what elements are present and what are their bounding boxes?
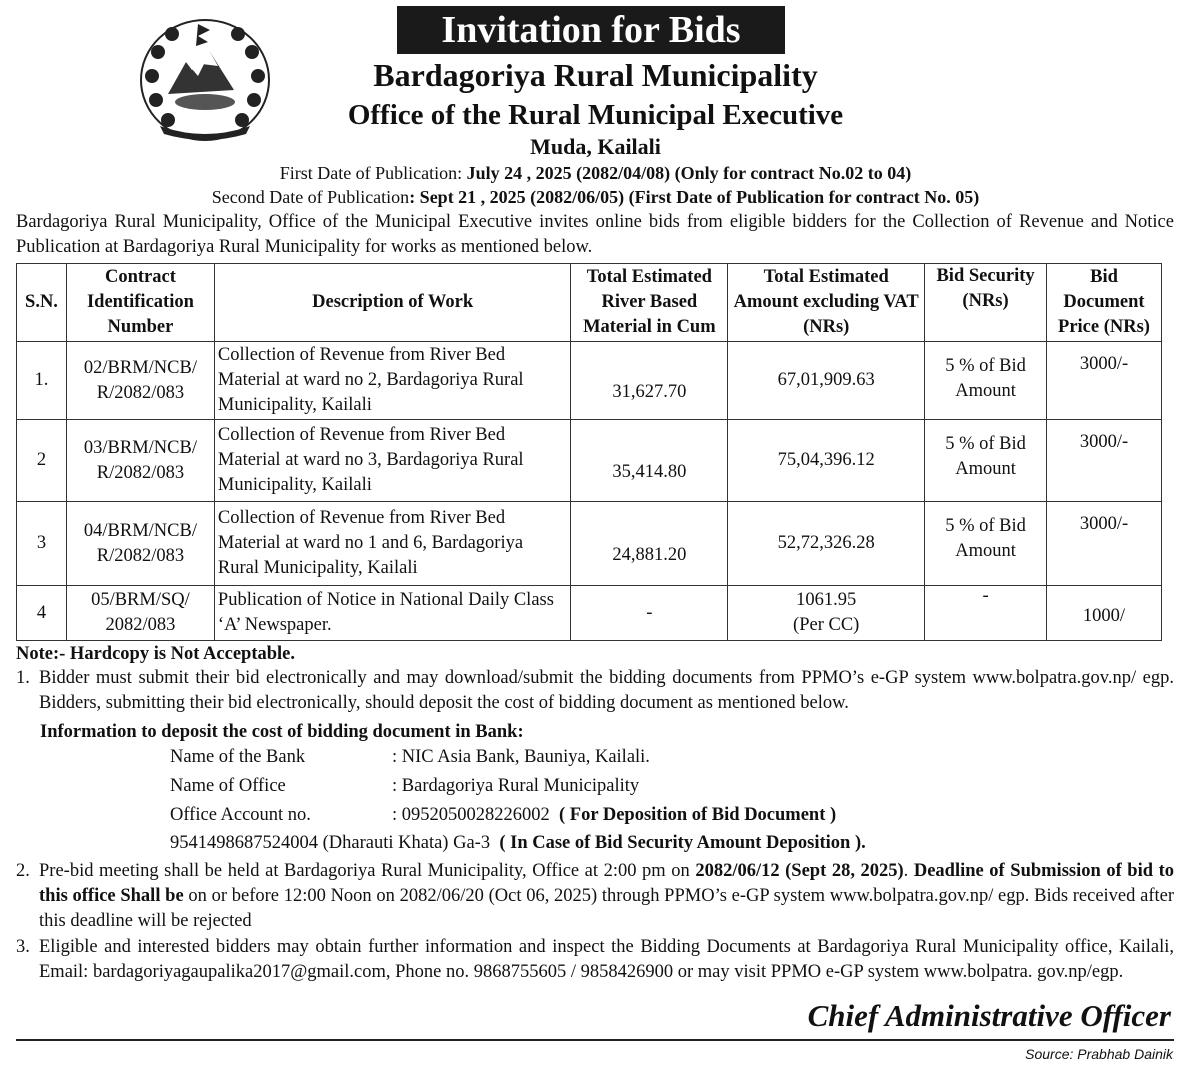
- table-row: [17, 420, 1162, 502]
- note-hardcopy: Note:- Hardcopy is Not Acceptable.: [16, 644, 295, 664]
- office-name-label: Name of Office: [170, 776, 286, 796]
- table-row: [17, 586, 1162, 641]
- header-contract: Contract Identification Number: [66, 264, 214, 342]
- item-number: 3.: [16, 937, 30, 957]
- item-text: Pre-bid meeting shall be held at Bardagoriya Rural Municipality, Office at 2:00 pm on 2082/06/12 (Sept 28, 2025). Deadline of Submission of bid to this office Shall be on or before 12:00 Noon on 2082/06/20 (Oct 06, 2025) through PPMO’s e-GP system www.bolpatra.gov.np/ egp. Bids received after this deadline will be rejected: [39, 861, 1174, 931]
- security-account: 9541498687524004 (Dharauti Khata) Ga-3 ( In Case of Bid Security Amount Deposition ).: [170, 833, 866, 853]
- cell-material: 35,414.80: [571, 420, 728, 502]
- banner-title: Invitation for Bids: [397, 6, 785, 54]
- office-name-value: : Bardagoriya Rural Municipality: [392, 776, 640, 796]
- cell-contract: 03/BRM/NCB/ R/2082/083: [66, 420, 214, 502]
- cell-security: 5 % of Bid Amount: [925, 502, 1047, 586]
- header-amount: Total Estimated Amount excluding VAT (NRs): [728, 264, 925, 342]
- bank-name-label: Name of the Bank: [170, 747, 306, 767]
- table-row: [17, 342, 1162, 420]
- item-text: Bidder must submit their bid electronically and may download/submit the bidding documents from PPMO’s e-GP system www.bolpatra.gov.np/ egp. Bidders, submitting their bid electronically, should deposit the cost of bidding document as mentioned below.: [39, 668, 1174, 713]
- bank-info-heading: Information to deposit the cost of bidding document in Bank:: [40, 722, 524, 742]
- source-credit: Source: Prabhab Dainik: [1025, 1046, 1173, 1062]
- cell-amount: 67,01,909.63: [728, 342, 925, 420]
- cell-price: 3000/-: [1047, 420, 1162, 502]
- cell-description: Collection of Revenue from River Bed Material at ward no 1 and 6, Bardagoriya Rural Municipality, Kailali: [214, 502, 571, 586]
- organization-name: Bardagoriya Rural Municipality: [373, 57, 818, 93]
- cell-sn: 1.: [17, 342, 67, 420]
- cell-price: 3000/-: [1047, 342, 1162, 420]
- item-number: 1.: [16, 668, 30, 688]
- item-2: [16, 859, 1174, 934]
- cell-sn: 2: [17, 420, 67, 502]
- header-sn: S.N.: [17, 264, 67, 342]
- signature-title: Chief Administrative Officer: [807, 998, 1171, 1033]
- table-row: [17, 502, 1162, 586]
- header-description: Description of Work: [214, 264, 571, 342]
- cell-price: 1000/: [1047, 586, 1162, 641]
- cell-contract: 02/BRM/NCB/ R/2082/083: [66, 342, 214, 420]
- cell-description: Collection of Revenue from River Bed Material at ward no 3, Bardagoriya Rural Municipality, Kailali: [214, 420, 571, 502]
- second-publication-date: Second Date of Publication: Sept 21 , 2025 (2082/06/05) (First Date of Publication for contract No. 05): [211, 187, 980, 207]
- item-text: Eligible and interested bidders may obtain further information and inspect the Bidding Documents at Bardagoriya Rural Municipality office, Kailali, Email: bardagoriyagaupalika2017@gmail.com, Phone no. 9868755605 / 9858426900 or may visit PPMO e-GP system www.bolpatra. gov.np/egp.: [39, 937, 1174, 982]
- bid-table: [16, 263, 1162, 641]
- account-label: Office Account no.: [170, 805, 311, 825]
- cell-sn: 3: [17, 502, 67, 586]
- cell-security: 5 % of Bid Amount: [925, 342, 1047, 420]
- header-price: Bid Document Price (NRs): [1047, 264, 1162, 342]
- item-number: 2.: [16, 861, 30, 881]
- first-publication-date: First Date of Publication: July 24 , 2025 (2082/04/08) (Only for contract No.02 to 04): [279, 163, 912, 183]
- cell-price: 3000/-: [1047, 502, 1162, 586]
- cell-security: -: [925, 586, 1047, 641]
- cell-description: Collection of Revenue from River Bed Material at ward no 2, Bardagoriya Rural Municipality, Kailali: [214, 342, 571, 420]
- cell-amount: 52,72,326.28: [728, 502, 925, 586]
- cell-sn: 4: [17, 586, 67, 641]
- bank-name-value: : NIC Asia Bank, Bauniya, Kailali.: [392, 747, 650, 767]
- item-3: [16, 935, 1174, 985]
- cell-contract: 04/BRM/NCB/ R/2082/083: [66, 502, 214, 586]
- intro-paragraph: Bardagoriya Rural Municipality, Office of the Municipal Executive invites online bids from eligible bidders for the Collection of Revenue and Notice Publication at Bardagoriya Rural Municipality for works as mentioned below.: [16, 212, 1174, 257]
- table-header-row: [17, 264, 1162, 342]
- cell-amount: 75,04,396.12: [728, 420, 925, 502]
- cell-amount: 1061.95 (Per CC): [728, 586, 925, 641]
- cell-material: 31,627.70: [571, 342, 728, 420]
- location: Muda, Kailali: [530, 134, 661, 159]
- cell-description: Publication of Notice in National Daily Class ‘A’ Newspaper.: [214, 586, 571, 641]
- cell-contract: 05/BRM/SQ/ 2082/083: [66, 586, 214, 641]
- account-value: : 0952050028226002 ( For Deposition of Bid Document ): [392, 805, 837, 825]
- item-1: [16, 666, 1174, 716]
- cell-material: -: [571, 586, 728, 641]
- cell-security: 5 % of Bid Amount: [925, 420, 1047, 502]
- header-material: Total Estimated River Based Material in Cum: [571, 264, 728, 342]
- divider: [16, 1039, 1174, 1041]
- header-security: Bid Security (NRs): [925, 264, 1047, 342]
- cell-material: 24,881.20: [571, 502, 728, 586]
- office-name: Office of the Rural Municipal Executive: [347, 99, 844, 131]
